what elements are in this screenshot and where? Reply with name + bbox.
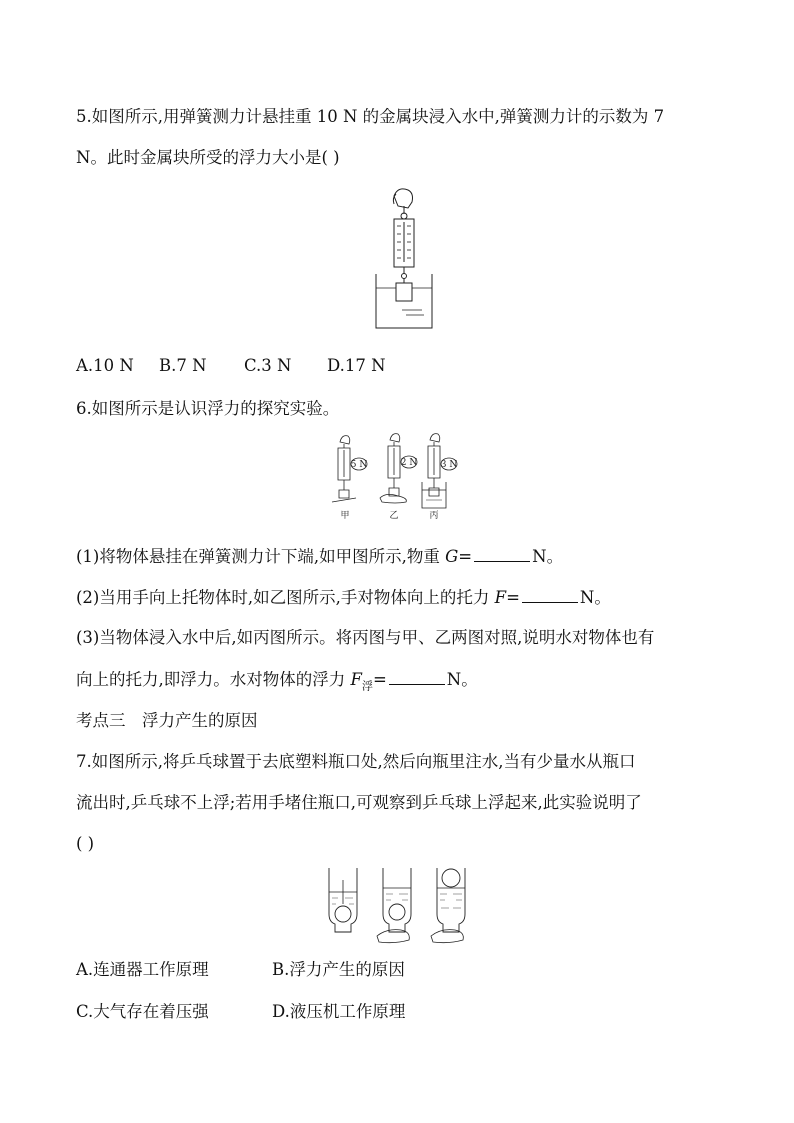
q6-part1-blank[interactable] [474,545,530,562]
q6-part1-unit: N。 [532,547,564,566]
bottle-3 [431,868,465,943]
q7-stem-line2: 流出时,乒乓球不上浮;若用手堵住瓶口,可观察到乒乓球上浮起来,此实验说明了 [76,793,642,812]
q7-stem-line3: ( ) [76,834,95,853]
figure-jia [332,436,367,521]
reading-jia: 5 N [350,460,368,470]
q7-option-d[interactable]: D.液压机工作原理 [272,1002,406,1021]
q5-option-b[interactable]: B.7 N [159,356,207,375]
q7-option-c[interactable]: C.大气存在着压强 [76,1002,209,1021]
q5-option-c[interactable]: C.3 N [244,356,292,375]
label-yi: 乙 [389,511,399,521]
q7-option-a[interactable]: A.连通器工作原理 [76,960,209,979]
q6-part3-sub: 浮 [361,679,373,693]
q5-option-a[interactable]: A.10 N [76,356,134,375]
reading-yi: 2 N [400,458,418,468]
q6-part3-var: F [350,670,362,689]
q6-part1-var: G [445,547,459,566]
figure-yi [380,434,417,521]
bottle-1 [329,868,357,932]
q6-part3-text: 向上的托力,即浮力。水对物体的浮力 [76,670,351,689]
q5-stem-line2: N。此时金属块所受的浮力大小是( ) [76,148,340,167]
q6-part1-text: (1)将物体悬挂在弹簧测力计下端,如甲图所示,物重 [76,547,446,566]
q7-figure-ping-pong-bottles [325,866,475,944]
q7-option-b[interactable]: B.浮力产生的原因 [272,960,405,979]
q6-figure-buoyancy-experiment [326,432,476,524]
q5-option-d[interactable]: D.17 N [327,356,386,375]
q5-figure-spring-scale-in-water [372,184,436,330]
q6-part2-blank[interactable] [522,586,578,603]
q7-stem-line1: 7.如图所示,将乒乓球置于去底塑料瓶口处,然后向瓶里注水,当有少量水从瓶口 [76,752,636,771]
label-bing: 丙 [429,511,439,521]
reading-bing: 3 N [440,460,458,470]
label-jia: 甲 [340,511,350,521]
q6-part3-unit: N。 [446,670,478,689]
q6-part3-line2 [76,668,478,697]
q5-stem-line1: 5.如图所示,用弹簧测力计悬挂重 10 N 的金属块浸入水中,弹簧测力计的示数为 7 [76,107,665,126]
q6-part2 [76,586,611,609]
q6-part2-var: F [494,588,507,607]
figure-bing [422,434,457,521]
section3-heading: 考点三 浮力产生的原因 [76,711,258,730]
q6-part1 [76,545,563,568]
bottle-2 [377,868,411,943]
q6-title: 6.如图所示是认识浮力的探究实验。 [76,399,340,418]
q6-part3-blank[interactable] [389,668,445,685]
q6-part1-eq: = [458,547,473,566]
q6-part2-eq: = [506,588,520,607]
q6-part3-line1: (3)当物体浸入水中后,如丙图所示。将丙图与甲、乙两图对照,说明水对物体也有 [76,628,655,647]
q6-part2-text: (2)当用手向上托物体时,如乙图所示,手对物体向上的托力 [76,588,495,607]
q6-part2-unit: N。 [579,588,611,607]
q6-part3-eq: = [372,670,387,689]
